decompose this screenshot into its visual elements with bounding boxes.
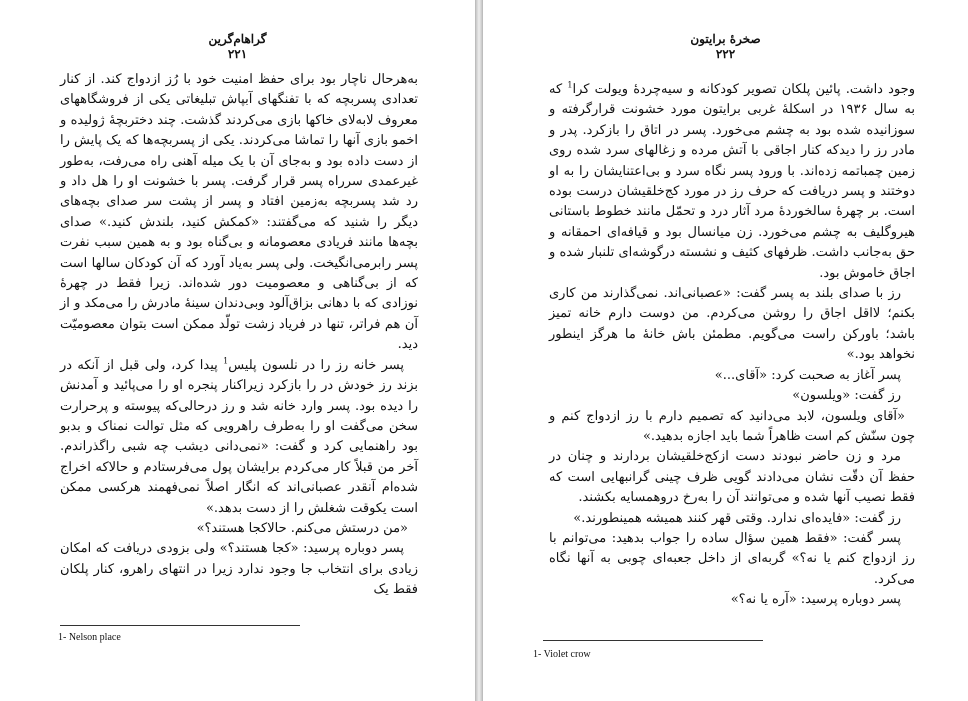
- paragraph: رز با صدای بلند به پسر گفت: «عصبانی‌اند. نمی‌گذارند من کاری بکنم؛ لااقل اجاق را روشن می‌کردم. من دوست دارم خانه تمیز باشد؛ باورکن راست می‌گویم. مطمئن باش خانهٔ ما هرگز اینطور نخواهد بود.»: [549, 286, 915, 363]
- left-page: [0, 0, 476, 701]
- left-page-body: [60, 70, 418, 601]
- paragraph: پسر دوباره پرسید: «آره یا نه؟»: [730, 592, 901, 608]
- paragraph: «آقای ویلسون، لابد می‌دانید که تصمیم دارم با رز ازدواج کنم و چون سنّش کم است ظاهراً شما باید اجازه بدهید.»: [549, 408, 915, 444]
- paragraph: «من درستش می‌کنم. حالاکجا هستند؟»: [196, 520, 408, 536]
- right-page-body: [549, 80, 915, 611]
- left-page-header: [0, 32, 475, 61]
- paragraph: مرد و زن حاضر نبودند دست ازکج‌خلقیشان بردارند و چنان در حفظ آن دقّت نشان می‌دادند گویی ظرف چینی گرانبهایی است که فقط نصیب آنها شده و می‌توانند آن را به‌رخ دروهمسایه بکشند.: [549, 449, 915, 506]
- paragraph: وجود داشت. پائین پلکان تصویر کودکانه و سیه‌چردهٔ ویولت کرا$^1$ که به سال ۱۹۳۶ در اسکلهٔ غربی برایتون مورد خشونت قرارگرفته و سوزانیده شده بود به چشم می‌خورد. پسر در اتاق را بازکرد. پدر و مادر رز را دیدکه کنار اجاقی با آتش مرده و زغالهای سرد شده روی زمین چمباتمه زده‌اند. با ورود پسر نگاه سرد و بی‌اعتنایشان را به او دوختند و پسر دریافت که حرف رز در مورد کج‌خلقیشان درست بوده است. بر چهرهٔ سالخوردهٔ مرد آثار درد و تحمّل مانند خطوط باستانی هیروگلیف به چشم می‌خورد. زن میانسال بود و قیافه‌ای احمقانه و حق به‌جانب داشت. ظرفهای کثیف و نشسته درگوشه‌ای تلنبار شده و اجاق خاموش بود.: [549, 80, 916, 281]
- page-number: ۲۲۲: [715, 47, 736, 61]
- paragraph: پسر آغاز به صحبت کرد: «آقای...»: [714, 367, 901, 383]
- paragraph: به‌هرحال ناچار بود برای حفظ امنیت خود با رُز ازدواج کند. از کنار تعدادی پسربچه که با تفنگهای آبپاش تبلیغاتی یکی از فروشگاههای معروف لابه‌لای خاکها بازی می‌کردند گذشت. چند دختربچهٔ ژولیده و اخمو بازی آنها را تماشا می‌کردند. یکی از پسربچه‌ها که یک پایش را از دست داده بود و به‌جای آن با یک میله آهنی راه می‌رفت، به‌طور غیرعمدی سرراه پسر قرار گرفت. پسر با خشونت او را هل داد و رد شد پسربچه به‌زمین افتاد و پسر از پشت سر صدای بچه‌های دیگر را شنید که می‌گفتند: «کمکش کنید، بلندش کنید.» صدای بچه‌ها مانند فریادی معصومانه و بی‌گناه بود و به همین سبب نفرت پسر رابرمی‌انگیخت. ولی پسر به‌یاد آورد که آن کودکان سالها است که از بی‌گناهی و معصومیت دور شده‌اند. زیرا فقط در چهرهٔ نوزادی که با دهانی بزاق‌آلود وبی‌دندان سینهٔ مادرش را می‌مکد و از آن هم فراتر، تنها در فریاد زشت تولّد ممکن است بتوان معصومیّت دید.: [60, 72, 418, 353]
- paragraph: پسر خانه رز را در نلسون پلیس$^1$ پیدا کرد، ولی قبل از آنکه در بزند رز خودش در را بازکرد زیراکنار پنجره او را می‌پائید و آمدنش را دیده بود. پسر وارد خانه شد و رز درحالی‌که پیوسته و پرحرارت سخن می‌گفت او را به‌طرف راهرویی که مثل توالت نمناک و بدبو بود راهنمایی کرد و گفت: «نمی‌دانی دیشب چه شبی راگذراندم. آخر من قبلاً کار می‌کردم برایشان پول می‌فرستادم و حالاکه اخراج شده‌ام آنقدر عصبانی‌اند که انگار اصلاً نمی‌فهمند هرکسی ممکن است یکوقت شغلش را از دست بدهد.»: [60, 356, 418, 516]
- running-title: صخرهٔ برایتون: [690, 32, 761, 46]
- paragraph: پسر دوباره پرسید: «کجا هستند؟» ولی بزودی دریافت که امکان زیادی برای انتخاب جا وجود ندارد زیرا در انتهای راهرو، کنار پلکان فقط یک: [60, 541, 418, 598]
- footnote-divider: [60, 625, 300, 626]
- footnote-marker: 1: [223, 356, 229, 366]
- footnote: 1- Nelson place: [58, 632, 121, 643]
- footnote: 1- Violet crow: [533, 649, 591, 660]
- right-page-header: [483, 32, 968, 61]
- page-number: ۲۲۱: [227, 47, 248, 61]
- running-title: گراهام‌گرین: [208, 32, 267, 46]
- paragraph: رز گفت: «ویلسون»: [792, 388, 901, 404]
- paragraph: پسر گفت: «فقط همین سؤال ساده را جواب بدهید: می‌توانم با رز ازدواج کنم یا نه؟» گربه‌ای از داخل جعبه‌ای چوبی به آنها نگاه می‌کرد.: [549, 530, 915, 587]
- footnote-divider: [543, 640, 763, 641]
- right-page: [482, 0, 968, 701]
- footnote-marker: 1: [567, 80, 573, 90]
- paragraph: رز گفت: «فایده‌ای ندارد. وقتی قهر کنند همیشه همینطورند.»: [573, 510, 901, 526]
